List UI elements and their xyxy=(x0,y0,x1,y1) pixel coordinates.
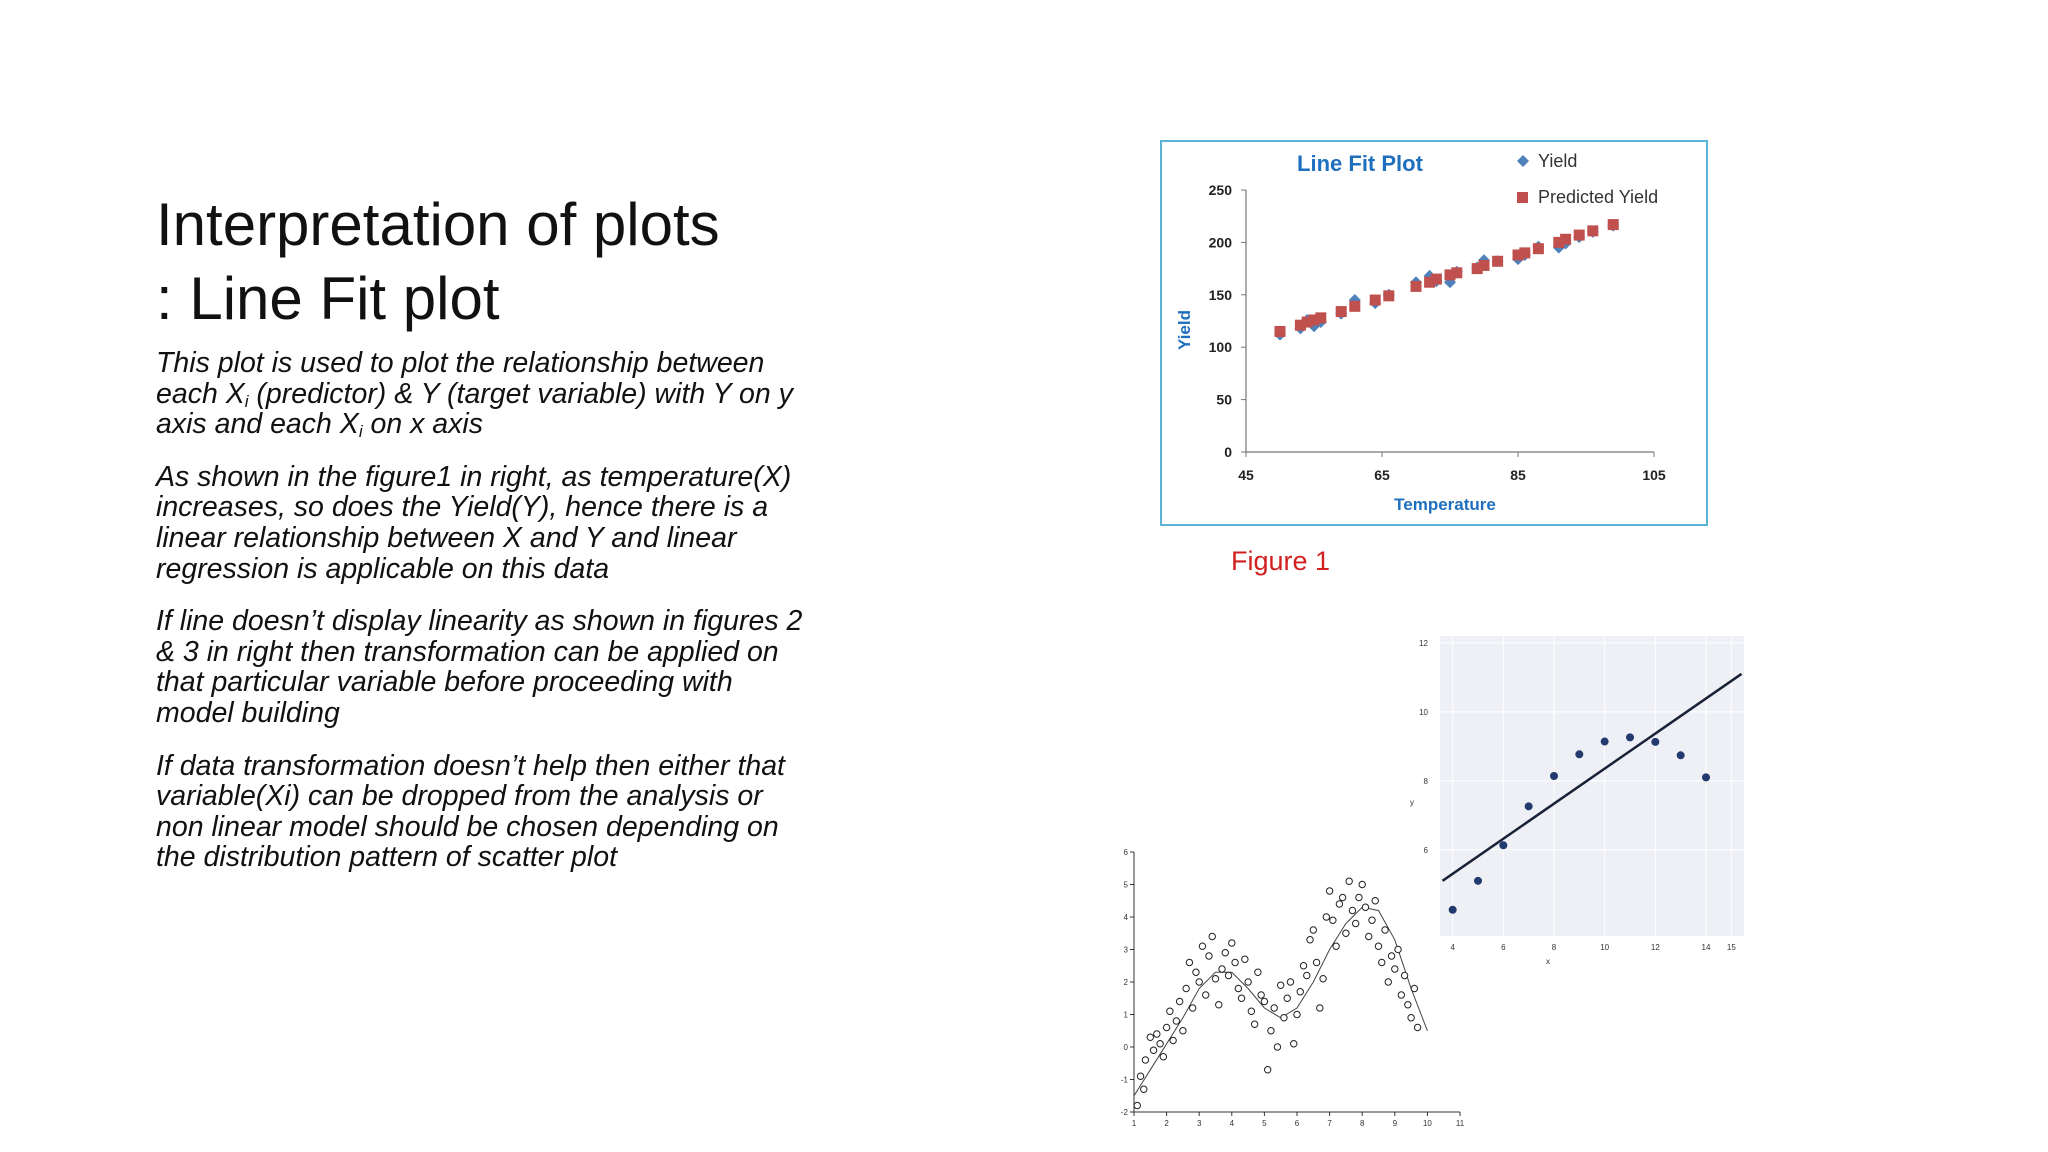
y-tick-label: 12 xyxy=(1419,638,1428,648)
scatter-point xyxy=(1154,1031,1160,1037)
x-tick-label: 105 xyxy=(1642,467,1666,483)
scatter-point xyxy=(1388,953,1394,959)
scatter-point xyxy=(1575,750,1583,758)
scatter-point xyxy=(1392,966,1398,972)
scatter-point xyxy=(1284,995,1290,1001)
y-tick-label: 4 xyxy=(1123,913,1128,922)
scatter-point xyxy=(1242,956,1248,962)
predicted-yield-point xyxy=(1560,234,1571,245)
y-tick-label: 50 xyxy=(1216,391,1232,408)
legend-predicted-label: Predicted Yield xyxy=(1538,187,1659,207)
x-tick-label: 12 xyxy=(1650,943,1660,952)
predicted-yield-point xyxy=(1533,243,1544,254)
scatter-point xyxy=(1271,1005,1277,1011)
scatter-point xyxy=(1317,1005,1323,1011)
scatter-point xyxy=(1499,841,1507,849)
predicted-yield-point xyxy=(1411,281,1422,292)
scatter-point xyxy=(1274,1044,1280,1050)
y-tick-label: 200 xyxy=(1208,234,1232,251)
paragraph-2: As shown in the figure1 in right, as temperature(X) increases, so does the Yield(Y), hence there is a linear relationship between X and Y and linear regression is applicable on this data xyxy=(156,460,792,585)
scatter-point xyxy=(1150,1047,1156,1053)
x-tick-label: 1 xyxy=(1131,1119,1137,1128)
scatter-point xyxy=(1141,1086,1147,1092)
x-tick-label: 9 xyxy=(1392,1119,1398,1128)
scatter-point xyxy=(1297,989,1303,995)
scatter-point xyxy=(1180,1028,1186,1034)
predicted-yield-point xyxy=(1608,219,1619,230)
y-axis-label: Yield xyxy=(1175,310,1194,350)
scatter-point xyxy=(1287,979,1293,985)
scatter-point xyxy=(1222,950,1228,956)
scatter-point xyxy=(1160,1054,1166,1060)
y-tick-label: 100 xyxy=(1208,339,1232,356)
scatter-point xyxy=(1449,906,1457,914)
x-tick-label: 14 xyxy=(1701,943,1711,952)
x-tick-label: 85 xyxy=(1510,467,1526,483)
y-tick-label: -2 xyxy=(1120,1108,1128,1117)
scatter-point xyxy=(1330,917,1336,923)
scatter-point xyxy=(1385,979,1391,985)
scatter-point xyxy=(1206,953,1212,959)
scatter-point xyxy=(1339,894,1345,900)
scatter-point xyxy=(1245,979,1251,985)
x-tick-label: 3 xyxy=(1196,1119,1202,1128)
scatter-point xyxy=(1193,969,1199,975)
scatter-point xyxy=(1398,992,1404,998)
scatter-point xyxy=(1346,878,1352,884)
y-tick-label: 1 xyxy=(1123,1010,1128,1020)
scatter-point xyxy=(1369,917,1375,923)
p1-part-b: (predictor) & Y (target variable) with Y on y axis and each X xyxy=(156,377,793,441)
scatter-point xyxy=(1326,888,1332,894)
scatter-point xyxy=(1248,1008,1254,1014)
y-tick-label: 2 xyxy=(1123,978,1128,987)
scatter-point xyxy=(1264,1067,1270,1073)
scatter-point xyxy=(1379,959,1385,965)
y-tick-label: 6 xyxy=(1123,848,1128,857)
scatter-point xyxy=(1474,877,1482,885)
y-tick-label: 250 xyxy=(1208,182,1232,198)
x-tick-label: 2 xyxy=(1164,1119,1169,1128)
scatter-point xyxy=(1525,802,1533,810)
y-tick-label: 0 xyxy=(1224,444,1232,460)
scatter-point xyxy=(1251,1021,1257,1027)
scatter-point xyxy=(1356,894,1362,900)
y-tick-label: 3 xyxy=(1123,945,1128,955)
scatter-point xyxy=(1261,998,1267,1004)
paragraph-3: If line doesn’t display linearity as shown in figures 2 & 3 in right then transformation can be applied on that particular variable before proceeding with model building xyxy=(156,605,803,729)
figure-1-caption: Figure 1 xyxy=(1231,546,1331,576)
title-line-1: Interpretation of plots xyxy=(156,191,720,258)
x-tick-label: 10 xyxy=(1422,1119,1432,1128)
scatter-point xyxy=(1258,992,1264,998)
x-tick-label: 65 xyxy=(1374,467,1390,483)
predicted-yield-point xyxy=(1336,306,1347,317)
x-tick-label: 45 xyxy=(1238,467,1254,483)
p1-subscript-1: i xyxy=(244,391,249,411)
predicted-yield-point xyxy=(1587,225,1598,236)
scatter-point xyxy=(1362,904,1368,910)
scatter-point xyxy=(1405,1002,1411,1008)
x-axis-label: Temperature xyxy=(1394,495,1496,514)
scatter-point xyxy=(1408,1015,1414,1021)
predicted-yield-point xyxy=(1315,312,1326,323)
scatter-point xyxy=(1163,1024,1169,1030)
scatter-point xyxy=(1170,1037,1176,1043)
figure-3-curved-scatter xyxy=(1400,626,1760,966)
scatter-point xyxy=(1294,1011,1300,1017)
scatter-point xyxy=(1186,959,1192,965)
predicted-yield-point xyxy=(1370,295,1381,306)
y-axis-label: y xyxy=(1410,797,1414,807)
scatter-point xyxy=(1307,937,1313,943)
x-tick-label: 5 xyxy=(1262,1119,1267,1128)
predicted-yield-point xyxy=(1349,301,1360,312)
scatter-point xyxy=(1167,1008,1173,1014)
predicted-yield-point xyxy=(1492,256,1503,267)
scatter-point xyxy=(1219,966,1225,972)
scatter-point xyxy=(1157,1041,1163,1047)
x-tick-label: 15 xyxy=(1726,943,1736,952)
body-text xyxy=(156,348,816,895)
scatter-point xyxy=(1382,927,1388,933)
scatter-point xyxy=(1401,972,1407,978)
scatter-point xyxy=(1216,1002,1222,1008)
scatter-point xyxy=(1320,976,1326,982)
p1-part-a: This plot is used to plot the relationship between each X xyxy=(156,347,765,410)
scatter-point xyxy=(1349,907,1355,913)
predicted-yield-point xyxy=(1519,247,1530,258)
scatter-point xyxy=(1203,992,1209,998)
scatter-point xyxy=(1238,995,1244,1001)
figure-1-line-fit-plot xyxy=(1160,140,1708,526)
y-tick-label: -1 xyxy=(1120,1075,1128,1085)
x-tick-label: 8 xyxy=(1551,943,1557,952)
scatter-point xyxy=(1651,738,1659,746)
scatter-point xyxy=(1343,930,1349,936)
x-tick-label: 6 xyxy=(1294,1119,1300,1128)
scatter-point xyxy=(1366,933,1372,939)
y-tick-label: 10 xyxy=(1419,707,1428,717)
scatter-point xyxy=(1323,914,1329,920)
scatter-point xyxy=(1333,943,1339,949)
x-axis-label: x xyxy=(1546,957,1550,966)
scatter-point xyxy=(1626,733,1634,741)
y-tick-label: 8 xyxy=(1423,776,1428,786)
legend-yield-label: Yield xyxy=(1538,151,1578,171)
x-tick-label: 10 xyxy=(1600,943,1610,952)
scatter-point xyxy=(1268,1028,1274,1034)
scatter-point xyxy=(1411,985,1417,991)
scatter-point xyxy=(1359,881,1365,887)
x-tick-label: 4 xyxy=(1229,1119,1235,1128)
chart-title: Line Fit Plot xyxy=(1297,151,1423,176)
paragraph-1 xyxy=(156,348,816,440)
x-tick-label: 6 xyxy=(1501,943,1506,952)
x-tick-label: 11 xyxy=(1455,1119,1465,1128)
scatter-point xyxy=(1232,959,1238,965)
title-line-2: : Line Fit plot xyxy=(156,265,500,332)
scatter-point xyxy=(1352,920,1358,926)
scatter-point xyxy=(1235,985,1241,991)
scatter-point xyxy=(1147,1034,1153,1040)
legend-predicted-marker xyxy=(1517,192,1528,203)
scatter-point xyxy=(1212,976,1218,982)
scatter-point xyxy=(1414,1024,1420,1030)
predicted-yield-point xyxy=(1574,230,1585,241)
scatter-point xyxy=(1176,998,1182,1004)
scatter-point xyxy=(1173,1018,1179,1024)
paragraph-4: If data transformation doesn’t help then either that variable(Xi) can be dropped from the analysis or non linear model should be chosen depending on the distribution pattern of scatter plot xyxy=(156,749,785,874)
scatter-point xyxy=(1281,1015,1287,1021)
scatter-point xyxy=(1137,1073,1143,1079)
y-tick-label: 0 xyxy=(1123,1043,1128,1052)
y-tick-label: 150 xyxy=(1208,286,1232,303)
x-tick-label: 8 xyxy=(1359,1119,1365,1128)
plot-background xyxy=(1440,636,1744,936)
y-tick-label: 6 xyxy=(1423,845,1428,855)
predicted-yield-point xyxy=(1451,267,1462,278)
scatter-point xyxy=(1372,898,1378,904)
scatter-point xyxy=(1550,772,1558,780)
scatter-point xyxy=(1278,982,1284,988)
scatter-point xyxy=(1310,927,1316,933)
scatter-point xyxy=(1677,751,1685,759)
predicted-yield-point xyxy=(1275,326,1286,337)
scatter-point xyxy=(1702,773,1710,781)
scatter-point xyxy=(1134,1102,1140,1108)
predicted-yield-point xyxy=(1479,260,1490,271)
x-tick-label: 4 xyxy=(1450,943,1455,952)
x-tick-label: 7 xyxy=(1327,1119,1332,1128)
y-tick-label: 5 xyxy=(1123,880,1128,890)
scatter-point xyxy=(1304,972,1310,978)
scatter-point xyxy=(1229,940,1235,946)
scatter-point xyxy=(1300,963,1306,969)
scatter-point xyxy=(1189,1005,1195,1011)
scatter-point xyxy=(1199,943,1205,949)
predicted-yield-point xyxy=(1431,274,1442,285)
scatter-point xyxy=(1336,901,1342,907)
scatter-point xyxy=(1142,1057,1148,1063)
slide-title xyxy=(156,188,856,336)
scatter-point xyxy=(1375,943,1381,949)
scatter-point xyxy=(1313,959,1319,965)
predicted-yield-point xyxy=(1383,290,1394,301)
scatter-point xyxy=(1225,972,1231,978)
scatter-point xyxy=(1196,979,1202,985)
p1-part-c: on x axis xyxy=(362,408,483,441)
scatter-point xyxy=(1291,1041,1297,1047)
scatter-point xyxy=(1209,933,1215,939)
scatter-point xyxy=(1601,738,1609,746)
scatter-point xyxy=(1255,969,1261,975)
scatter-point xyxy=(1183,985,1189,991)
p1-subscript-2: i xyxy=(358,422,363,442)
